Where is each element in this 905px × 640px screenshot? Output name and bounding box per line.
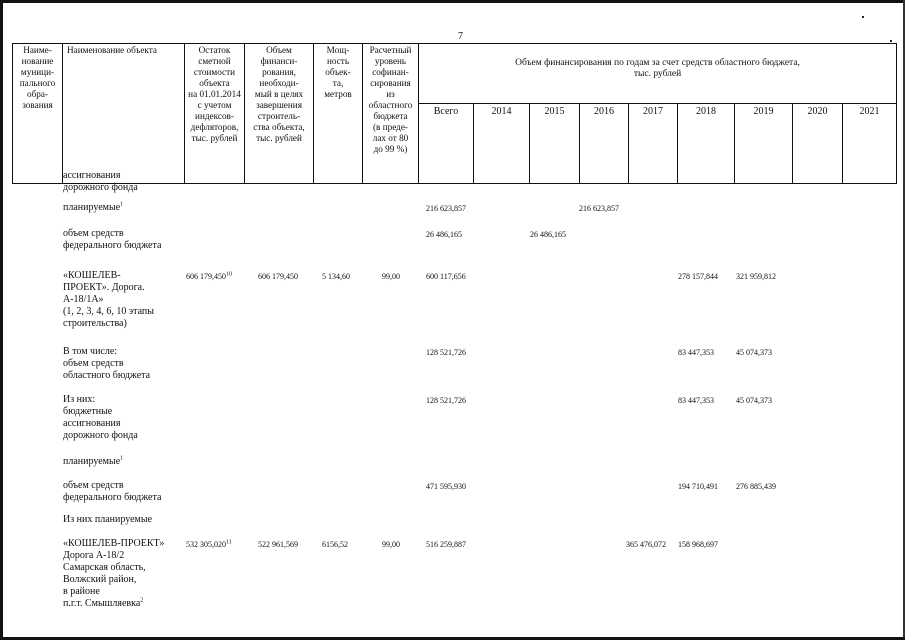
row-value-balance: 606 179,450$^{10}$ bbox=[186, 271, 232, 281]
header-cofinancing: Расчетный уровень софинан- сирования из областного бюджета (в преде- лах от 80 до 99 %) bbox=[363, 44, 419, 184]
row-object-name: объем средств федерального бюджета bbox=[63, 480, 162, 503]
row-value-total: 471 595,930 bbox=[426, 482, 466, 491]
footnote-marker: 2 bbox=[140, 597, 144, 604]
header-year-2021: 2021 bbox=[843, 104, 897, 184]
scan-speck bbox=[890, 40, 892, 42]
row-value-y2018: 83 447,353 bbox=[678, 396, 714, 405]
page-number: 7 bbox=[458, 31, 463, 42]
footnote-marker: 1 bbox=[120, 455, 124, 462]
row-object-name: Из них планируемые bbox=[63, 514, 153, 525]
header-object-name: Наименование объекта bbox=[63, 44, 185, 184]
header-capacity: Мощ- ность объек- та, метров bbox=[314, 44, 363, 184]
header-year-2017: 2017 bbox=[629, 104, 678, 184]
row-object-name: «КОШЕЛЕВ- ПРОЕКТ». Дорога. А-18/1А» (1, 2, 3, 4, 6, 10 этапы строительства) bbox=[63, 270, 154, 329]
row-value-y2018: 278 157,844 bbox=[678, 272, 718, 281]
row-value-total: 26 486,165 bbox=[426, 230, 462, 239]
row-value-capacity: 5 134,60 bbox=[322, 272, 350, 281]
row-value-y2019: 321 959,812 bbox=[736, 272, 776, 281]
row-value-y2017: 365 476,072 bbox=[626, 540, 666, 549]
header-funding-group: Объем финансирования по годам за счет средств областного бюджета, тыс. рублей bbox=[419, 44, 897, 104]
row-value-total: 216 623,857 bbox=[426, 204, 466, 213]
row-value-y2015: 26 486,165 bbox=[530, 230, 566, 239]
row-object-name: ассигнования дорожного фонда bbox=[63, 170, 138, 193]
header-year-2020: 2020 bbox=[793, 104, 843, 184]
row-value-y2019: 45 074,373 bbox=[736, 396, 772, 405]
footnote-marker: 10 bbox=[226, 271, 232, 278]
header-year-2018: 2018 bbox=[678, 104, 735, 184]
scan-speck bbox=[862, 16, 864, 18]
scan-border-top bbox=[0, 0, 905, 3]
row-value-capacity: 6156,52 bbox=[322, 540, 348, 549]
row-value-y2018: 158 968,697 bbox=[678, 540, 718, 549]
row-value-total: 600 117,656 bbox=[426, 272, 466, 281]
footnote-marker: 1 bbox=[120, 201, 124, 208]
row-value-cofin: 99,00 bbox=[382, 272, 400, 281]
row-object-name: планируемые$^1$ bbox=[63, 455, 124, 467]
header-year-2016: 2016 bbox=[580, 104, 629, 184]
row-value-total: 516 259,887 bbox=[426, 540, 466, 549]
row-value-total: 128 521,726 bbox=[426, 396, 466, 405]
row-value-y2019: 45 074,373 bbox=[736, 348, 772, 357]
row-object-name: Из них: бюджетные ассигнования дорожного фонда bbox=[63, 394, 138, 441]
row-value-volume: 522 961,569 bbox=[258, 540, 298, 549]
row-object-name: В том числе: объем средств областного бюджета bbox=[63, 346, 151, 381]
header-year-2015: 2015 bbox=[530, 104, 580, 184]
header-volume: Объем финанси- рования, необходи- мый в целях завершения строитель- ства объекта, тыс. рублей bbox=[245, 44, 314, 184]
row-value-y2018: 83 447,353 bbox=[678, 348, 714, 357]
header-municipality: Наиме- нование муници- пального обра- зования bbox=[13, 44, 63, 184]
row-value-y2019: 276 885,439 bbox=[736, 482, 776, 491]
header-year-2019: 2019 bbox=[735, 104, 793, 184]
footnote-marker: 11 bbox=[226, 539, 232, 546]
header-year-total: Всего bbox=[419, 104, 474, 184]
row-value-y2016: 216 623,857 bbox=[579, 204, 619, 213]
row-value-total: 128 521,726 bbox=[426, 348, 466, 357]
row-value-y2018: 194 710,491 bbox=[678, 482, 718, 491]
table-body bbox=[0, 170, 905, 635]
row-value-balance: 532 305,020$^{11}$ bbox=[186, 539, 232, 549]
header-year-2014: 2014 bbox=[474, 104, 530, 184]
row-value-volume: 606 179,450 bbox=[258, 272, 298, 281]
row-object-name: «КОШЕЛЕВ-ПРОЕКТ» Дорога А-18/2 Самарская область, Волжский район, в районе п.г.т. Смышляевка$^2$ bbox=[63, 538, 165, 609]
row-object-name: объем средств федерального бюджета bbox=[63, 228, 162, 251]
header-balance: Остаток сметной стоимости объекта на 01.01.2014 с учетом индексов- дефляторов, тыс. рублей bbox=[185, 44, 245, 184]
table-header bbox=[12, 43, 897, 184]
row-value-cofin: 99,00 bbox=[382, 540, 400, 549]
row-object-name: планируемые$^1$ bbox=[63, 201, 124, 213]
